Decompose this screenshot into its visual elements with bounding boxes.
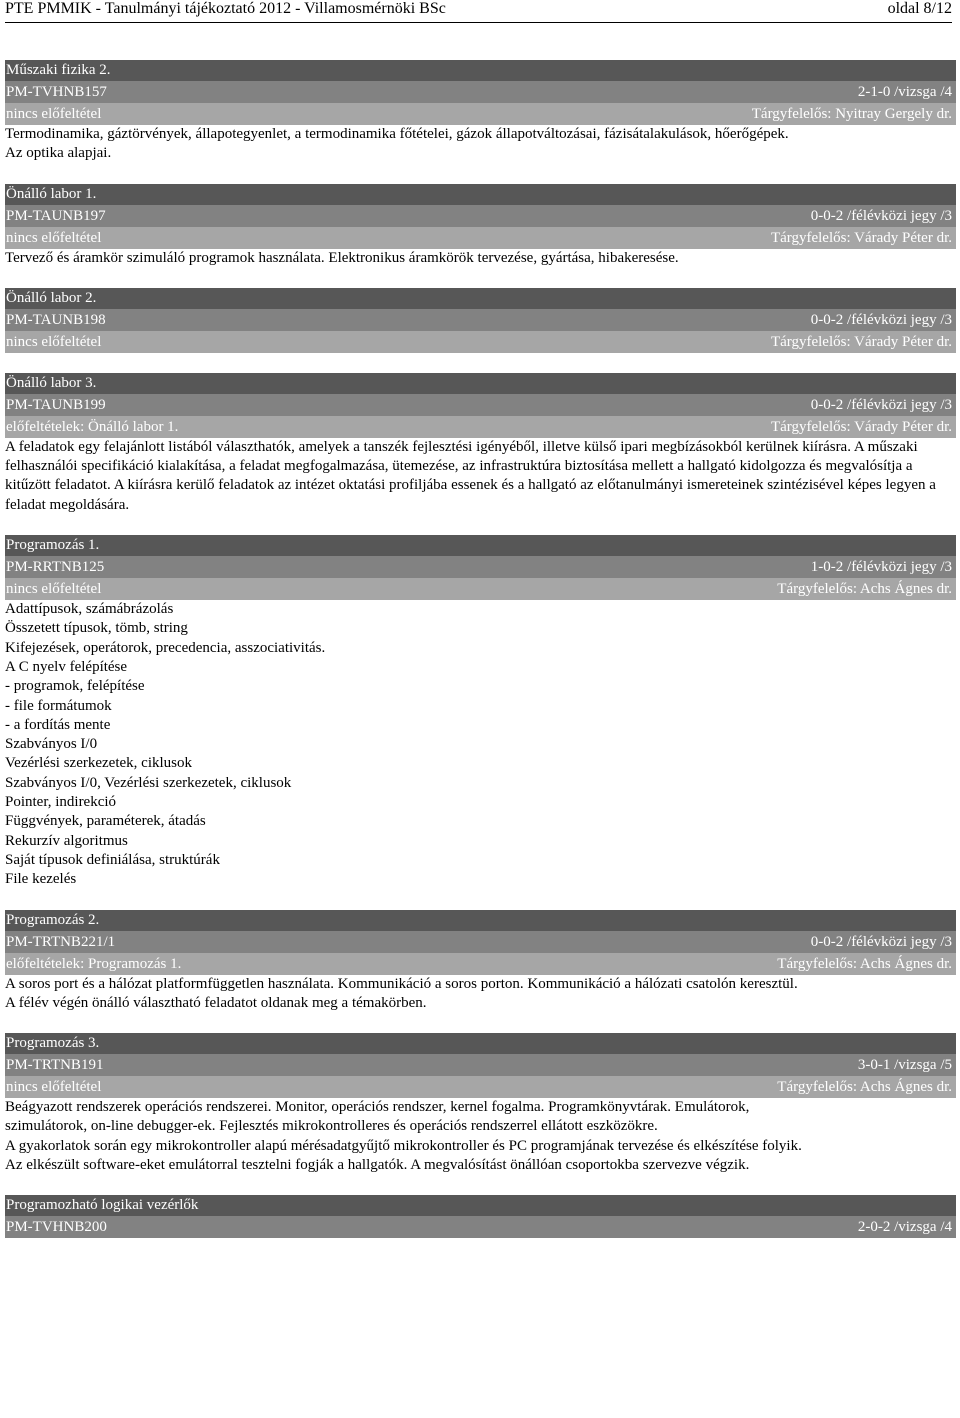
course-code-bar — [5, 81, 956, 103]
course-block — [5, 373, 956, 515]
course-title-bar — [5, 1195, 956, 1216]
course-title-bar — [5, 373, 956, 394]
page-header — [5, 0, 952, 23]
course-prereq: nincs előfeltétel — [6, 229, 102, 246]
course-credits: 1-0-2 /félévközi jegy /3 — [810, 559, 952, 576]
course-title: Programozás 2. — [6, 911, 100, 928]
description-line: - programok, felépítése — [5, 678, 145, 695]
course-credits: 0-0-2 /félévközi jegy /3 — [810, 311, 952, 328]
course-code: PM-TAUNB198 — [6, 311, 106, 328]
course-credits: 2-0-2 /vizsga /4 — [857, 1219, 952, 1236]
course-responsible: Tárgyfelelős: Achs Ágnes dr. — [777, 581, 952, 598]
description-line: Rekurzív algoritmus — [5, 832, 128, 849]
description-paragraph: A feladatok egy felajánlott listából választhatók, amelyek a tanszék fejlesztési igényéből, illetve külső ipari megbízásokból kerülnek kiírásra. A műszaki felhasználói specifikáció kialakítása, a feladat megfogalmazása, ütemezése, az infrastruktúra biztosítása mellett a hallgató kidolgozza és megvalósítja a kitűzött feladatot. A kiírásra kerülő feladatok az intézet oktatási profiljába essenek és a hallgató az előtanulmányi ismereteinek szintézisével képes legyen a feladat megoldására. — [5, 438, 936, 513]
description-line: - file formátumok — [5, 697, 112, 714]
course-credits: 0-0-2 /félévközi jegy /3 — [810, 207, 952, 224]
course-title: Programozható logikai vezérlők — [6, 1197, 199, 1214]
course-title: Önálló labor 1. — [6, 185, 97, 202]
course-prereq: nincs előfeltétel — [6, 333, 102, 350]
course-title: Programozás 1. — [6, 537, 100, 554]
description-line: szimulátorok, on-line debugger-ek. Fejlesztés mikrokontrolleres és operációs rendszerrel ellátott eszközökre. — [5, 1118, 658, 1135]
course-description — [5, 438, 956, 515]
course-prereq-bar — [5, 416, 956, 438]
description-line: - a fordítás mente — [5, 716, 111, 733]
course-code: PM-TVHNB200 — [6, 1219, 107, 1236]
description-line: A soros port és a hálózat platformfüggetlen használata. Kommunikáció a soros porton. Kommunikáció a hálózati csatolón keresztül. — [5, 975, 798, 992]
course-prereq: előfeltételek: Önálló labor 1. — [6, 418, 179, 435]
description-line: Saját típusok definiálása, struktúrák — [5, 851, 220, 868]
course-prereq-bar — [5, 227, 956, 249]
course-description — [5, 125, 956, 164]
header-title: PTE PMMIK - Tanulmányi tájékoztató 2012 - Villamosmérnöki BSc — [5, 0, 446, 17]
description-line: Az elkészült software-eket emulátorral tesztelni fogják a hallgatók. A megvalósítást önállóan csoportokba szervezve végzik. — [5, 1157, 750, 1174]
description-line: Függvények, paraméterek, átadás — [5, 813, 206, 830]
course-credits: 0-0-2 /félévközi jegy /3 — [810, 933, 952, 950]
course-responsible: Tárgyfelelős: Várady Péter dr. — [770, 229, 952, 246]
course-code-bar — [5, 1054, 956, 1076]
course-credits: 2-1-0 /vizsga /4 — [857, 84, 952, 100]
course-responsible: Tárgyfelelős: Várady Péter dr. — [770, 418, 952, 435]
course-block — [5, 910, 956, 1014]
course-description — [5, 1098, 956, 1175]
course-responsible: Tárgyfelelős: Achs Ágnes dr. — [777, 1079, 952, 1096]
course-responsible: Tárgyfelelős: Nyitray Gergely dr. — [751, 106, 952, 122]
course-prereq: nincs előfeltétel — [6, 106, 102, 122]
description-line: A félév végén önálló választható feladatot oldanak meg a témakörben. — [5, 994, 427, 1011]
course-title-bar — [5, 910, 956, 931]
description-line: Szabványos I/0 — [5, 736, 98, 753]
course-prereq-bar — [5, 103, 956, 125]
description-line: Kifejezések, operátorok, precedencia, asszociativitás. — [5, 639, 326, 656]
description-line: Termodinamika, gáztörvények, állapotegyenlet, a termodinamika főtételei, gázok állapotváltozásai, fázisátalakulások, hőerőgépek. — [5, 126, 789, 142]
course-code-bar — [5, 394, 956, 416]
course-title-bar — [5, 1033, 956, 1054]
course-title: Önálló labor 2. — [6, 289, 97, 306]
course-description — [5, 249, 956, 268]
course-block — [5, 1033, 956, 1175]
description-line: Adattípusok, számábrázolás — [5, 601, 174, 618]
course-code-bar — [5, 556, 956, 578]
course-code: PM-TVHNB157 — [6, 84, 107, 100]
description-line: A gyakorlatok során egy mikrokontroller alapú mérésadatgyűjtő mikrokontroller és PC programjának tervezése és elkészítése folyik. — [5, 1137, 802, 1154]
course-block — [5, 288, 956, 353]
course-prereq-bar — [5, 953, 956, 975]
description-line: Beágyazott rendszerek operációs rendszerei. Monitor, operációs rendszer, kernel fogalma. Programkönyvtárak. Emulátorok, — [5, 1099, 750, 1116]
description-line: Szabványos I/0, Vezérlési szerkezetek, ciklusok — [5, 774, 292, 791]
course-code-bar — [5, 1216, 956, 1238]
course-code: PM-TRTNB191 — [6, 1057, 104, 1074]
course-title-bar — [5, 60, 956, 81]
course-description — [5, 975, 956, 1014]
description-line: Tervező és áramkör szimuláló programok használata. Elektronikus áramkörök tervezése, gyártása, hibakeresése. — [5, 249, 679, 266]
course-block — [5, 1195, 956, 1238]
course-prereq-bar — [5, 1076, 956, 1098]
course-title: Programozás 3. — [6, 1035, 100, 1052]
course-prereq-bar — [5, 331, 956, 353]
course-prereq: előfeltételek: Programozás 1. — [6, 955, 182, 972]
course-code: PM-TAUNB197 — [6, 207, 106, 224]
course-block — [5, 535, 956, 889]
description-line: Összetett típusok, tömb, string — [5, 620, 188, 637]
description-line: Az optika alapjai. — [5, 145, 112, 162]
description-line: Pointer, indirekció — [5, 794, 117, 811]
course-credits: 3-0-1 /vizsga /5 — [857, 1057, 952, 1074]
course-code-bar — [5, 205, 956, 227]
course-code-bar — [5, 931, 956, 953]
course-prereq: nincs előfeltétel — [6, 1079, 102, 1096]
course-block — [5, 184, 956, 268]
course-responsible: Tárgyfelelős: Várady Péter dr. — [770, 333, 952, 350]
description-line: File kezelés — [5, 871, 77, 888]
course-code: PM-TRTNB221/1 — [6, 933, 116, 950]
course-code: PM-RRTNB125 — [6, 559, 105, 576]
course-description — [5, 600, 956, 889]
course-title-bar — [5, 288, 956, 309]
course-title: Műszaki fizika 2. — [6, 62, 111, 78]
course-prereq: nincs előfeltétel — [6, 581, 102, 598]
course-block — [5, 60, 956, 164]
course-prereq-bar — [5, 578, 956, 600]
description-line: A C nyelv felépítése — [5, 658, 128, 675]
course-responsible: Tárgyfelelős: Achs Ágnes dr. — [777, 955, 952, 972]
course-credits: 0-0-2 /félévközi jegy /3 — [810, 396, 952, 413]
course-code: PM-TAUNB199 — [6, 396, 106, 413]
course-title-bar — [5, 535, 956, 556]
page-number: oldal 8/12 — [887, 0, 952, 17]
course-list — [5, 60, 956, 1258]
description-line: Vezérlési szerkezetek, ciklusok — [5, 755, 192, 772]
course-code-bar — [5, 309, 956, 331]
course-title: Önálló labor 3. — [6, 374, 97, 391]
course-title-bar — [5, 184, 956, 205]
